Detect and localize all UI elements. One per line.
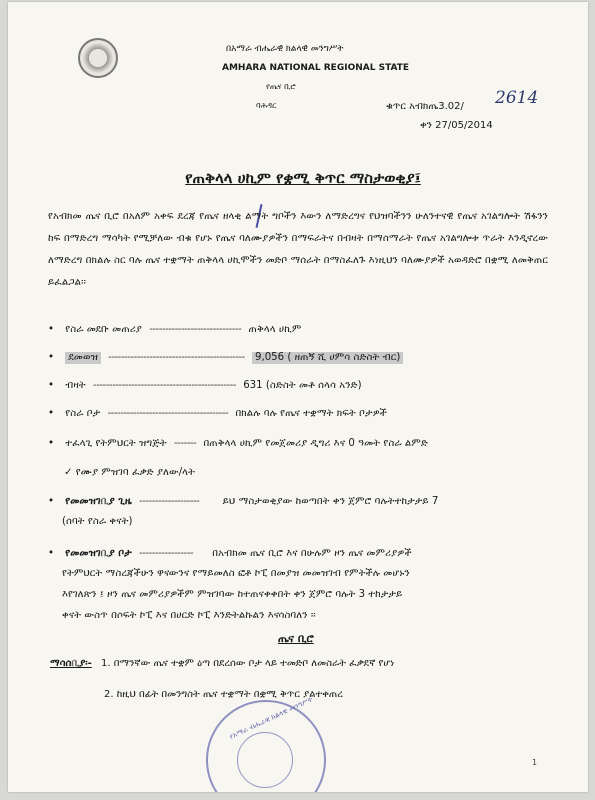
detail-value: 631 (ስድስት መቶ ሰላሳ አንድ) <box>243 380 362 391</box>
letter-date: ቀን 27/05/2014 <box>420 120 493 131</box>
registration-time-line1: ይህ ማስታወቂያው ከወጣበት ቀን ጀምሮ ባሉትተከታታይ 7 <box>222 496 439 507</box>
note-item-1 <box>50 658 394 669</box>
signature-block: ጤና ቢሮ <box>278 632 314 645</box>
stamp-text: የአማራ ብሔራዊ ክልላዊ መንግሥት <box>228 695 314 741</box>
leader-dots: ----------------- <box>139 548 194 559</box>
detail-value: በክልሉ ባሉ የጤና ተቋማት ክፍት ቦታዎች <box>235 408 388 419</box>
bullet-icon: • <box>48 548 55 559</box>
stamp-inner-ring <box>237 732 293 788</box>
intro-paragraph: የአብክመ ጤና ቢሮ በአለም አቀፍ ደረጃ የጤና ዘላቂ ልማት ግቦችን እውን ለማድረግና የህዝባችንን ሁለንተናዊ የጤና አገልግሎት ሽፋንን ከፍ በማድረግ ማሳካት የሚቻለው ብቁ የሆኑ የጤና ባለሙያዎችን በማፍራትና በብዛት በማሰማራት የጤና አገልግሎቱ ጥራት እንዲኖረው ለማድረግ በክልሉ ስር ባሉ ጤና ተቋማት ጠቅላላ ሀኪሞችን መድቦ ማሰራት በማስፈለጉ እነዚህን ባለሙያዎች አወዳድሮ በቋሚ ለመቅጠር ይፈልጋል፡፡ <box>48 211 548 288</box>
detail-row-workplace <box>48 408 387 420</box>
detail-label: ብዛት <box>65 380 86 391</box>
notes-label: ማሳሰቢያ፡- <box>50 658 92 669</box>
leader-dots: ------------------------------------------- <box>108 352 245 363</box>
registration-place-line4: ቀናት ውስጥ በሶፍት ኮፒ እና በሀርድ ኮፒ እንድትልኩልን እናሳስባለን ፡፡ <box>62 610 316 621</box>
letterhead-state-english: AMHARA NATIONAL REGIONAL STATE <box>222 63 410 73</box>
detail-row-education <box>48 438 428 450</box>
detail-row-quantity <box>48 380 362 392</box>
registration-time-line2: (ሰባት የስራ ቀናት) <box>62 516 133 527</box>
detail-value: 9,056 ( ዘጠኝ ሺ ሀምሳ ስድስት ብር) <box>252 352 403 364</box>
leader-dots: ----------------------------- <box>149 324 242 335</box>
regional-emblem-icon <box>78 38 118 78</box>
document-title: የጠቅላላ ሀኪም የቋሚ ቅጥር ማስታወቂያ፤ <box>185 169 421 187</box>
bullet-icon: • <box>48 496 55 507</box>
note-item-2: 2. ከዚህ በፊት በመንግስት ጤና ተቋማት በቋሚ ቅጥር ያልተቀጠረ <box>104 689 343 700</box>
registration-time-label: የመመዝገቢያ ጊዜ <box>65 496 132 507</box>
letterhead-bureau: የጤና ቢሮ <box>266 82 296 91</box>
registration-time-row <box>48 496 438 508</box>
leader-dots: ------- <box>173 438 197 449</box>
detail-label: የስራ ቦታ <box>65 408 101 419</box>
leader-dots: --------------------------------------------- <box>93 380 236 391</box>
detail-label: ደመወዝ <box>65 352 101 364</box>
letterhead-state-amharic: በአማራ ብሔራዊ ክልላዊ መንግሥት <box>226 44 344 54</box>
reference-number-handwritten: 2614 <box>495 88 539 108</box>
letterhead-address: ባሕዳር <box>256 101 277 110</box>
leader-dots: -------------------------------------- <box>107 408 229 419</box>
document-page <box>8 2 588 792</box>
registration-place-line1: በአብክመ ጤና ቢሮ እና በሁሉም ዞን ጤና መምሪያዎች <box>212 548 412 559</box>
bullet-icon: • <box>48 380 55 391</box>
detail-label: ተፈላጊ የትምህርት ዝግጅት <box>65 438 167 449</box>
reference-number-label: ቁጥር አብክጤ3.02/ <box>386 101 464 112</box>
detail-row-salary <box>48 352 403 364</box>
bullet-icon: • <box>48 324 55 335</box>
page-number: 1 <box>532 758 538 767</box>
bullet-icon: • <box>48 352 55 363</box>
bullet-icon: • <box>48 438 55 449</box>
note-text-1: 1. በማንኛው ጤና ተቋም ዕጣ በደረሰው ቦታ ላይ ተመድቦ ለመስራት ፈቃደኛ የሆነ <box>100 658 395 669</box>
registration-place-label: የመመዝገቢያ ቦታ <box>65 548 132 559</box>
bullet-icon: • <box>48 408 55 419</box>
registration-place-row <box>48 548 412 560</box>
license-requirement: ✓ የሙያ ምዝገባ ፈቃድ ያለው/ላት <box>64 467 195 478</box>
registration-place-line2: የትምህርት ማስረጃችሁን ዋናውንና የማይመለስ ፎቶ ኮፒ በመያዝ መመዝገብ የምትችሉ መሆኑን <box>62 568 410 579</box>
registration-place-line3: እየገለጽን ፤ ዞን ጤና መምሪያዎችም ምዝገባው ከተጠናቀቀበት ቀን ጀምሮ ባሉት 3 ተከታታይ <box>62 589 403 600</box>
detail-value: ጠቅላላ ሀኪም <box>248 324 302 335</box>
leader-dots: ------------------- <box>139 496 200 507</box>
detail-row-job-title <box>48 324 301 336</box>
detail-label: የስራ መደቡ መጠሪያ <box>65 324 142 335</box>
detail-value: በጠቅላላ ሀኪም የመጀመሪያ ዲግሪ እና 0 ዓመት የስራ ልምድ <box>203 438 428 449</box>
